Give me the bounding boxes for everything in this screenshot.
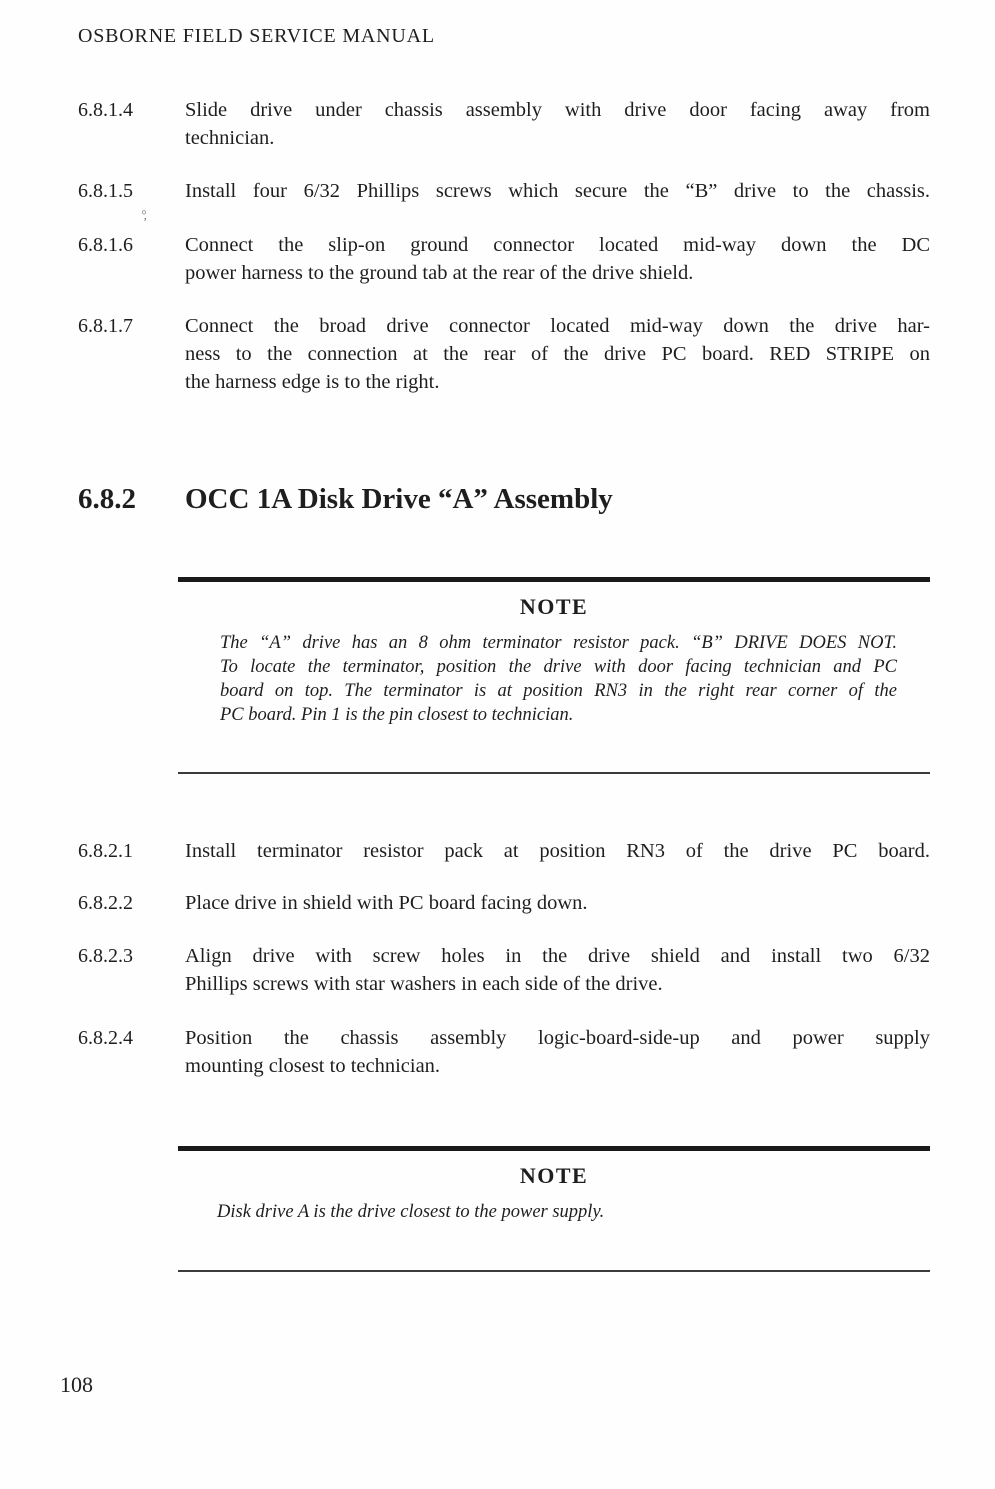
note1-bottom-rule [178,772,930,774]
step-6817 [78,312,930,396]
note2-bottom-rule [178,1270,930,1272]
step-number: 6.8.2.2 [78,892,133,914]
note2-top-rule [178,1146,930,1151]
step-text [185,942,930,998]
section-title: OCC 1A Disk Drive “A” Assembly [185,483,613,515]
step-6823 [78,942,930,998]
step-6822 [78,889,930,917]
step-text-line: Phillips screws with star washers in each side of the drive. [185,973,663,995]
note-text-line: To locate the terminator, position the drive with door facing technician and PC [220,657,897,677]
step-text [185,837,930,865]
note1-top-rule [178,577,930,582]
step-text-line: the harness edge is to the right. [185,371,440,393]
note-text-line: board on top. The terminator is at position RN3 in the right rear corner of the [220,681,897,701]
note2-label: NOTE [519,1163,589,1188]
step-text-line: ness to the connection at the rear of the drive PC board. RED STRIPE on [185,343,930,365]
step-text-line: Position the chassis assembly logic-board-side-up and power supply [185,1027,930,1049]
step-text-line: Align drive with screw holes in the drive shield and install two 6/32 [185,945,930,967]
note1-body [220,631,897,727]
step-number: 6.8.1.5 [78,180,133,202]
step-text-line: Connect the slip-on ground connector located mid-way down the DC [185,234,930,256]
step-6816 [78,231,930,287]
step-6824 [78,1024,930,1080]
step-number: 6.8.1.7 [78,315,133,337]
step-text-line: mounting closest to technician. [185,1055,441,1077]
note-text-line: The “A” drive has an 8 ohm terminator resistor pack. “B” DRIVE DOES NOT. [220,633,897,653]
step-number: 6.8.1.6 [78,234,133,256]
section-number: 6.8.2 [78,483,136,515]
page-header: OSBORNE FIELD SERVICE MANUAL [78,25,435,47]
note-text-line: PC board. Pin 1 is the pin closest to technician. [220,705,574,725]
step-number: 6.8.1.4 [78,99,133,121]
section-heading-682 [78,481,930,517]
step-text [185,1024,930,1080]
note1-label: NOTE [519,594,589,619]
step-text-line: Connect the broad drive connector located mid-way down the drive har- [185,315,930,337]
step-text-line: Place drive in shield with PC board facing down. [185,892,588,914]
step-text-line: Install four 6/32 Phillips screws which secure the “B” drive to the chassis. [185,180,930,202]
step-text-line: technician. [185,127,275,149]
step-text [185,177,930,205]
step-text-line: power harness to the ground tab at the rear of the drive shield. [185,262,694,284]
page-number: 108 [60,1372,93,1397]
note2-body [217,1200,894,1224]
step-6821 [78,837,930,865]
step-number: 6.8.2.3 [78,945,133,967]
step-number: 6.8.2.4 [78,1027,133,1049]
pen-mark-annotation: °, [140,206,147,223]
step-6814 [78,96,930,152]
step-number: 6.8.2.1 [78,840,133,862]
step-text-line: Install terminator resistor pack at position RN3 of the drive PC board. [185,840,930,862]
note-text-line: Disk drive A is the drive closest to the power supply. [217,1202,605,1222]
step-text [185,231,930,287]
step-text [185,312,930,396]
step-6815 [78,177,930,205]
step-text [185,889,930,917]
step-text [185,96,930,152]
step-text-line: Slide drive under chassis assembly with drive door facing away from [185,99,930,121]
